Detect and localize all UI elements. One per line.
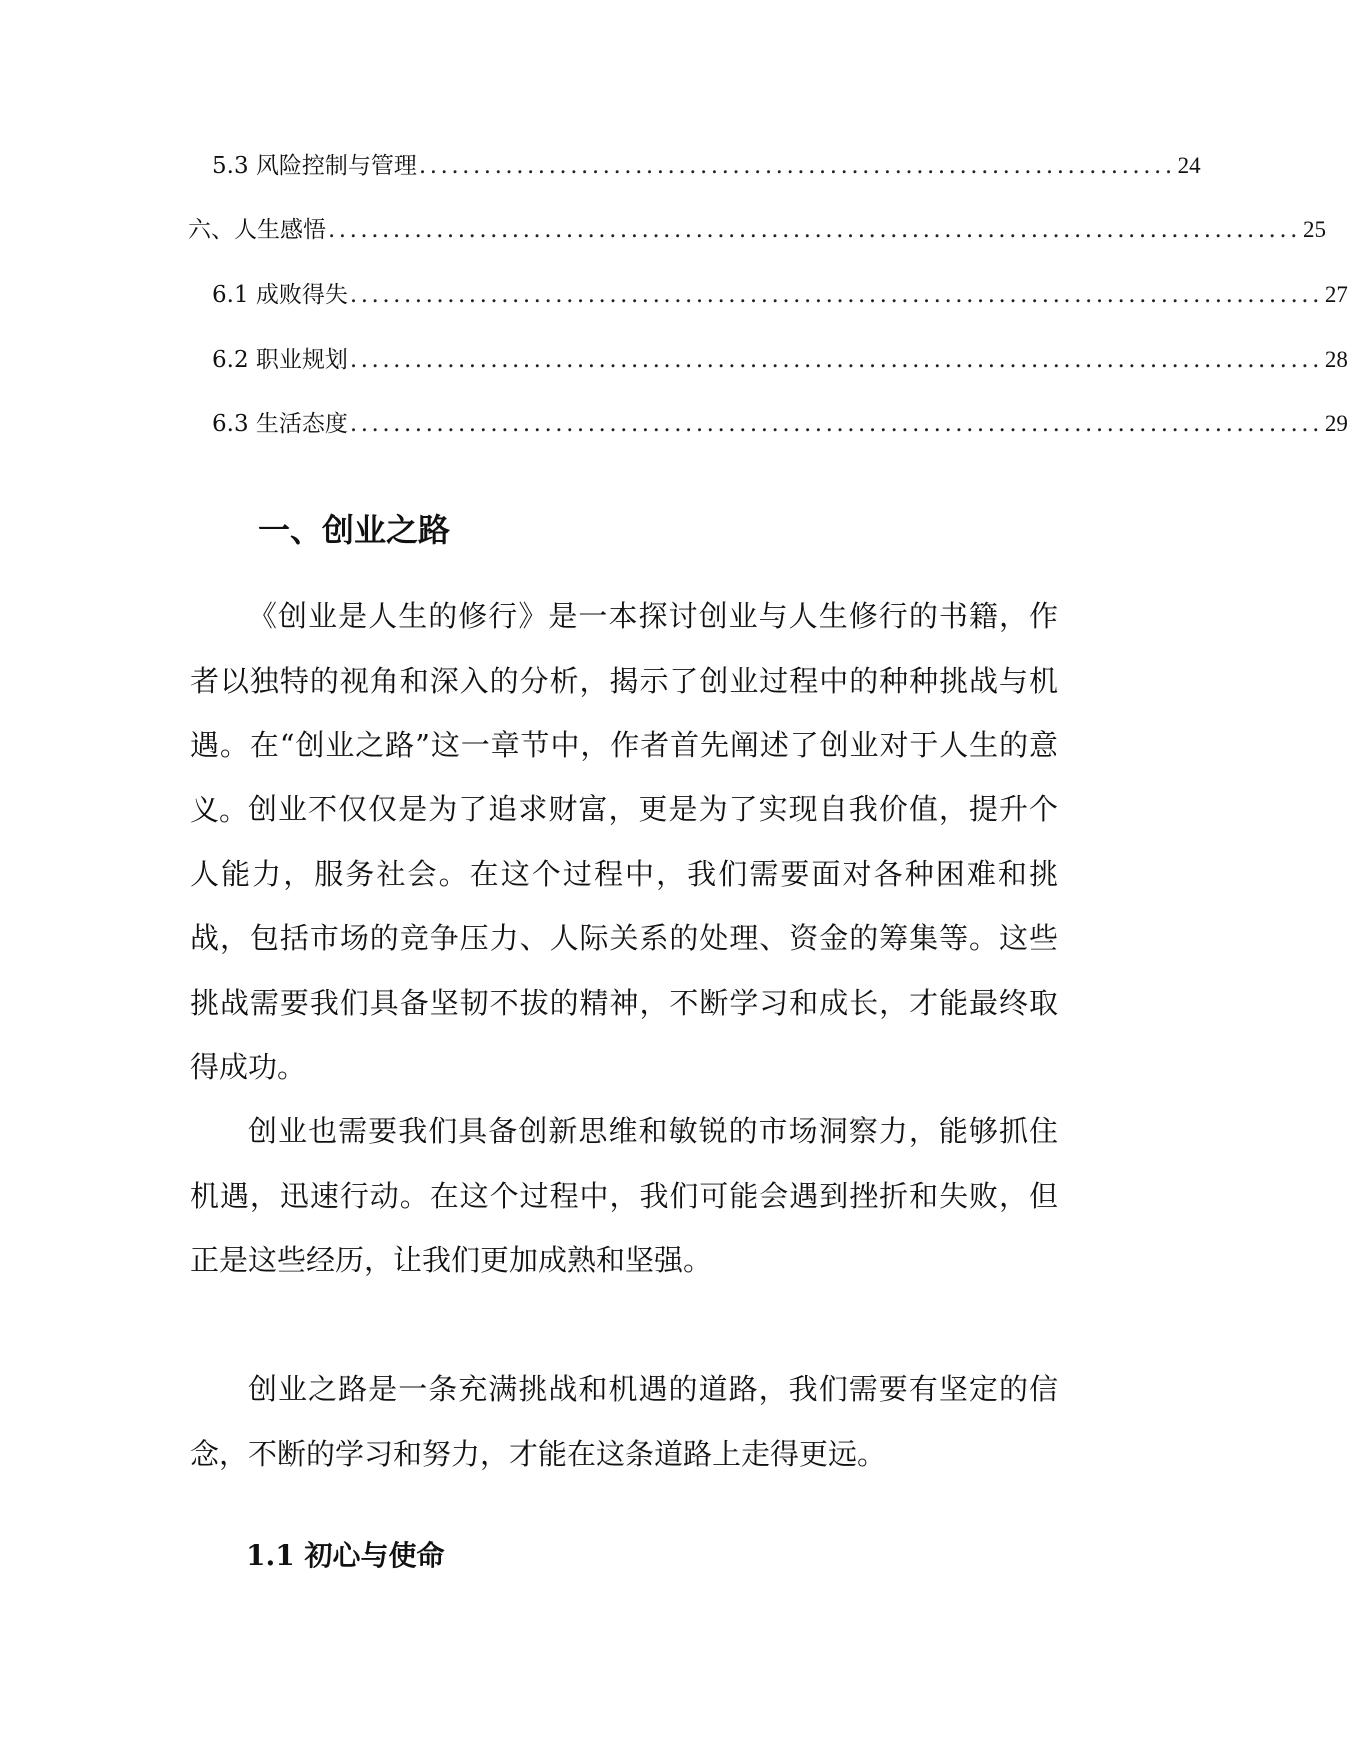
toc-entry[interactable] [212,408,1348,440]
toc-dot-leader: .......................................................................................... [349,347,1323,373]
toc-entry[interactable] [212,150,1201,182]
body-paragraph: 创业也需要我们具备创新思维和敏锐的市场洞察力，能够抓住机遇，迅速行动。在这个过程中，我们可能会遇到挫折和失败，但正是这些经历，让我们更加成熟和坚强。 [190,1114,1058,1277]
toc-dot-leader: .......................................................................................... [328,217,1301,243]
toc-entry[interactable] [188,214,1326,246]
subsection-heading: 1.1 初心与使命 [246,1539,445,1572]
toc-entry[interactable] [212,279,1348,311]
toc-entry-label: 5.3 风险控制与管理 [212,153,417,179]
toc-page-number: 25 [1303,217,1326,242]
toc-dot-leader: ...................................................................... [418,153,1176,179]
toc-entry[interactable] [212,344,1348,376]
body-paragraph: 创业不仅仅是为了追求财富，更是为了实现自我价值，提升个人能力，服务社会。在这个过程中，我们需要面对各种困难和挑战，包括市场的竞争压力、人际关系的处理、资金的筹集等。这些挑战需要我们具备坚韧不拔的精神，不断学习和成长，才能最终取得成功。 [190,792,1058,1084]
toc-dot-leader: .......................................................................................... [349,411,1323,437]
body-paragraph: 创业之路是一条充满挑战和机遇的道路，我们需要有坚定的信念，不断的学习和努力，才能在这条道路上走得更远。 [190,1372,1058,1471]
toc-page-number: 27 [1324,282,1348,307]
toc-page-number: 29 [1324,411,1348,436]
toc-page-number: 24 [1177,153,1201,178]
toc-entry-label: 6.1 成败得失 [212,282,348,308]
toc-entry-label: 6.2 职业规划 [212,347,348,373]
toc-entry-label: 六、人生感悟 [188,217,326,243]
toc-page-number: 28 [1324,347,1348,372]
body-paragraph: 《创业是人生的修行》是一本探讨创业与人生修行的书籍，作者以独特的视角和深入的分析，揭示了创业过程中的种种挑战与机遇。在“创业之路”这一章节中，作者首先阐述了创业对于人生的意义。 [190,599,1058,827]
toc-entry-label: 6.3 生活态度 [212,411,348,437]
section-heading: 一、创业之路 [258,511,451,549]
toc-dot-leader: .......................................................................................... [349,282,1323,308]
